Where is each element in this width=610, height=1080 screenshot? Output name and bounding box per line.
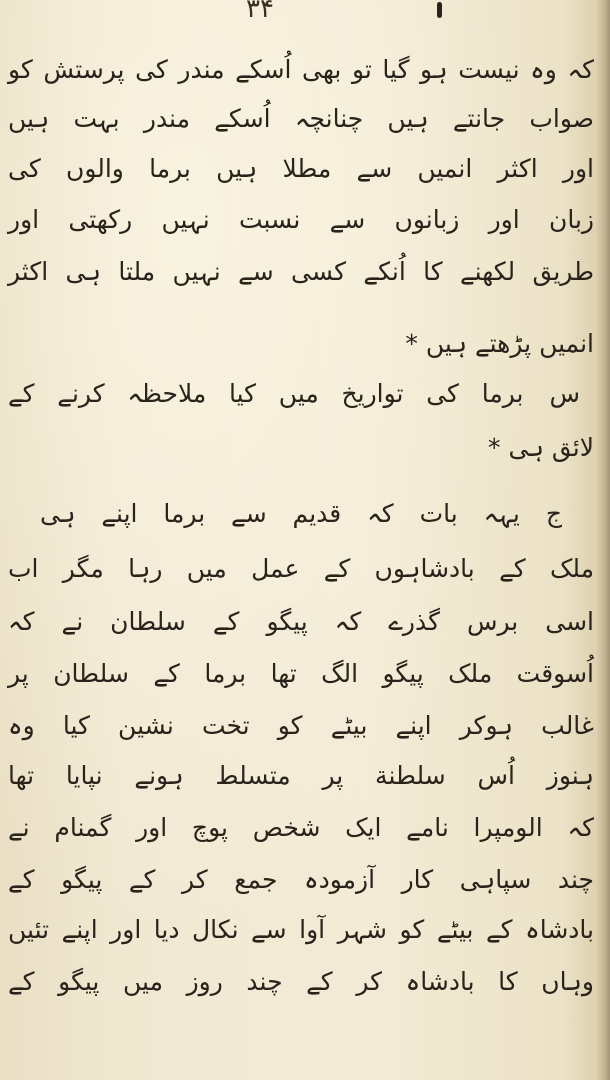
text-line-j3: اُسوقت ملک پیگو الگ تھا برما کے سلطان پر — [8, 659, 594, 688]
text-line-4: زبان اور زبانوں سے نسبت نہیں رکھتی اور — [8, 205, 594, 234]
section-s-text: برما کی تواریخ میں کیا ملاحظہ کرنے کے — [8, 379, 524, 408]
section-j-line-1 — [40, 496, 562, 532]
text-line-j8: بادشاہ کے بیٹے کو شہر آوا سے نکال دیا اور اپنے تئیں — [8, 915, 594, 944]
section-marker-s: س — [549, 379, 580, 408]
text-line-j4: غالب ہوکر اپنے بیٹے کو تخت نشین کیا وہ — [8, 711, 594, 740]
text-line-3: اور اکثر انمیں سے مطلا ہیں برما والوں کی — [8, 154, 594, 183]
section-j-text: یہہ بات کہ قدیم سے برما اپنے ہی — [40, 499, 520, 528]
text-line-6: انمیں پڑھتے ہیں * — [405, 329, 594, 358]
text-line-j9: وہاں کا بادشاہ کر کے چند روز میں پیگو کے — [8, 967, 594, 996]
section-s-line-2: لائق ہی * — [488, 433, 594, 462]
text-line-1: کہ وہ نیست ہو گیا تو بھی اُسکے مندر کی پرستش کو — [8, 55, 594, 84]
ink-mark — [437, 2, 442, 18]
text-line-j2: اسی برس گذرے کہ پیگو کے سلطان نے کہ — [8, 607, 594, 636]
text-line-j1: ملک کے بادشاہوں کے عمل میں رہا مگر اب — [8, 554, 594, 583]
text-line-j6: کہ الومپرا نامے ایک شخص پوچ اور گمنام نے — [8, 813, 594, 842]
page-edge-shadow — [596, 0, 610, 1080]
text-line-j7: چند سپاہی کار آزمودہ جمع کر کے پیگو کے — [8, 865, 594, 894]
text-line-2: صواب جانتے ہیں چنانچہ اُسکے مندر بہت ہیں — [8, 104, 594, 133]
page-number: ۳۴ — [246, 0, 274, 24]
text-line-j5: ہنوز اُس سلطنة پر متسلط ہونے نپایا تھا — [8, 761, 594, 790]
section-marker-j: ج — [545, 499, 562, 528]
section-s-line-1 — [8, 376, 580, 412]
text-line-5: طریق لکھنے کا اُنکے کسی سے نہیں ملتا ہی اکثر — [8, 257, 594, 286]
